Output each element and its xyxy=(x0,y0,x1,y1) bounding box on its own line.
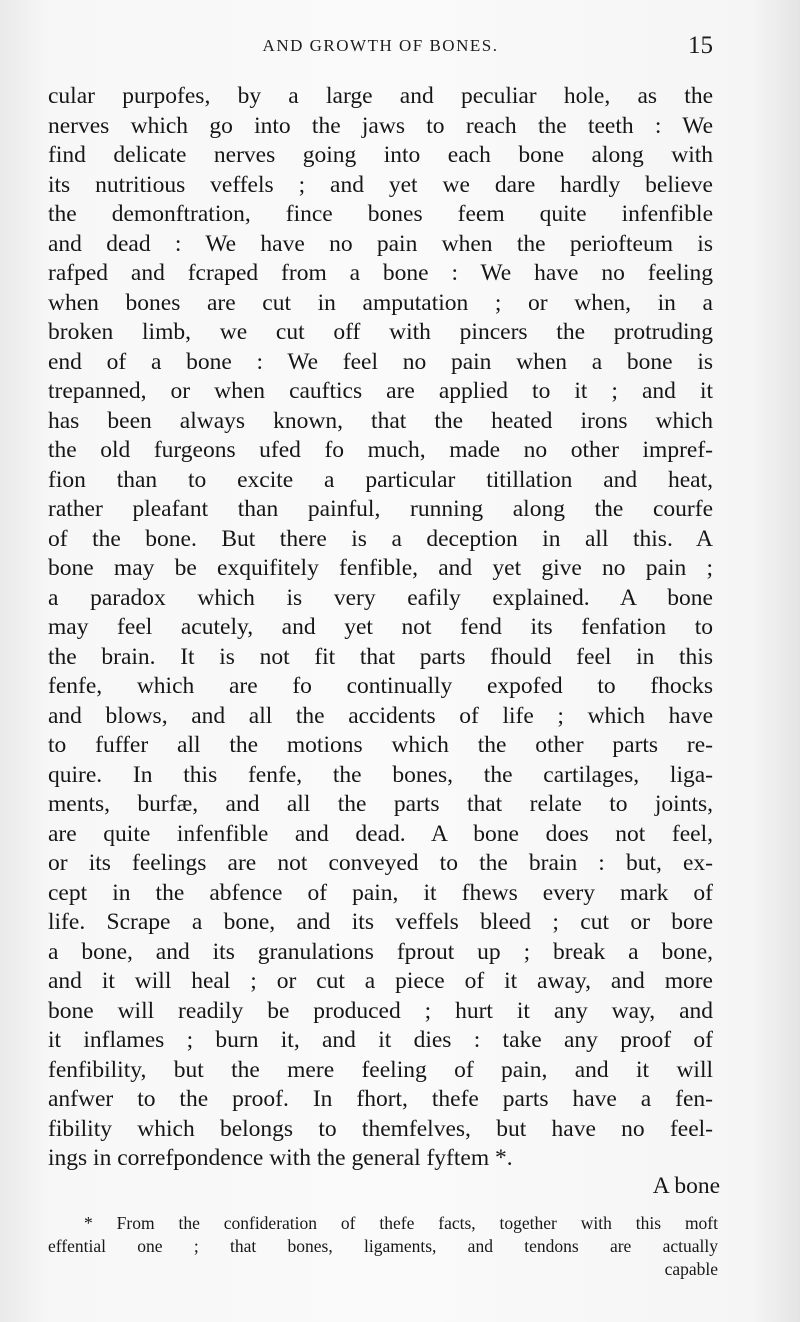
body-line: broken limb, we cut off with pincers the protruding xyxy=(48,319,713,345)
catchword: A bone xyxy=(652,1173,720,1199)
body-line: cular purpofes, by a large and peculiar hole, as the xyxy=(48,83,713,109)
body-line: cept in the abfence of pain, it fhews every mark of xyxy=(48,879,713,906)
body-line: quire. In this fenfe, the bones, the cartilages, liga- xyxy=(48,761,713,788)
body-line: and blows, and all the accidents of life ; which have xyxy=(48,702,713,729)
running-head: AND GROWTH OF BONES. xyxy=(262,36,499,55)
body-line: the old furgeons ufed fo much, made no other impref- xyxy=(48,437,713,463)
body-line: nerves which go into the jaws to reach the teeth : We xyxy=(48,112,713,139)
footnote-line: * From the confideration of thefe facts, together with this moft xyxy=(84,1213,718,1233)
body-line: find delicate nerves going into each bone along with xyxy=(48,142,713,168)
body-line: bone may be exquifitely fenfible, and yet give no pain ; xyxy=(48,555,713,581)
page-header xyxy=(48,32,713,66)
body-line: trepanned, or when cauftics are applied to it ; and it xyxy=(48,378,713,404)
body-line: bone will readily be produced ; hurt it any way, and xyxy=(48,997,713,1024)
body-line: rafped and fcraped from a bone : We have no feeling xyxy=(48,260,713,286)
footnote-line: capable xyxy=(664,1259,718,1279)
body-line: it inflames ; burn it, and it dies : take any proof of xyxy=(48,1027,713,1053)
body-line: life. Scrape a bone, and its veffels bleed ; cut or bore xyxy=(48,909,713,935)
body-line: are quite infenfible and dead. A bone does not feel, xyxy=(48,820,713,847)
body-line: and dead : We have no pain when the periofteum is xyxy=(48,230,713,257)
body-line: or its feelings are not conveyed to the brain : but, ex- xyxy=(48,850,713,876)
body-line: fenfibility, but the mere feeling of pain, and it will xyxy=(48,1056,713,1083)
body-line: the demonftration, fince bones feem quite infenfible xyxy=(48,201,713,227)
body-line: anfwer to the proof. In fhort, thefe parts have a fen- xyxy=(48,1086,713,1112)
body-line: and it will heal ; or cut a piece of it away, and more xyxy=(48,968,713,994)
body-line: fenfe, which are fo continually expofed to fhocks xyxy=(48,673,713,699)
body-line: fion than to excite a particular titillation and heat, xyxy=(48,466,713,493)
body-line: when bones are cut in amputation ; or when, in a xyxy=(48,289,713,316)
footnote-line: effential one ; that bones, ligaments, and tendons are actually xyxy=(48,1236,718,1256)
body-line: its nutritious veffels ; and yet we dare hardly believe xyxy=(48,171,713,198)
page-number: 15 xyxy=(688,32,713,59)
body-line: ments, burfæ, and all the parts that relate to joints, xyxy=(48,791,713,817)
body-line: of the bone. But there is a deception in all this. A xyxy=(48,525,713,552)
body-line: a bone, and its granulations fprout up ; break a bone, xyxy=(48,938,713,965)
body-line: rather pleafant than painful, running along the courfe xyxy=(48,496,713,522)
footnote xyxy=(48,1212,718,1281)
body-line: has been always known, that the heated irons which xyxy=(48,407,713,434)
body-line: ings in correfpondence with the general fyftem *. xyxy=(48,1145,513,1171)
body-line: fibility which belongs to themfelves, but have no feel- xyxy=(48,1115,713,1142)
body-text xyxy=(48,82,713,1174)
body-line: a paradox which is very eafily explained. A bone xyxy=(48,584,713,611)
body-line: may feel acutely, and yet not fend its fenfation to xyxy=(48,614,713,640)
body-line: the brain. It is not fit that parts fhould feel in this xyxy=(48,643,713,670)
body-line: end of a bone : We feel no pain when a bone is xyxy=(48,348,713,375)
body-line: to fuffer all the motions which the other parts re- xyxy=(48,732,713,758)
